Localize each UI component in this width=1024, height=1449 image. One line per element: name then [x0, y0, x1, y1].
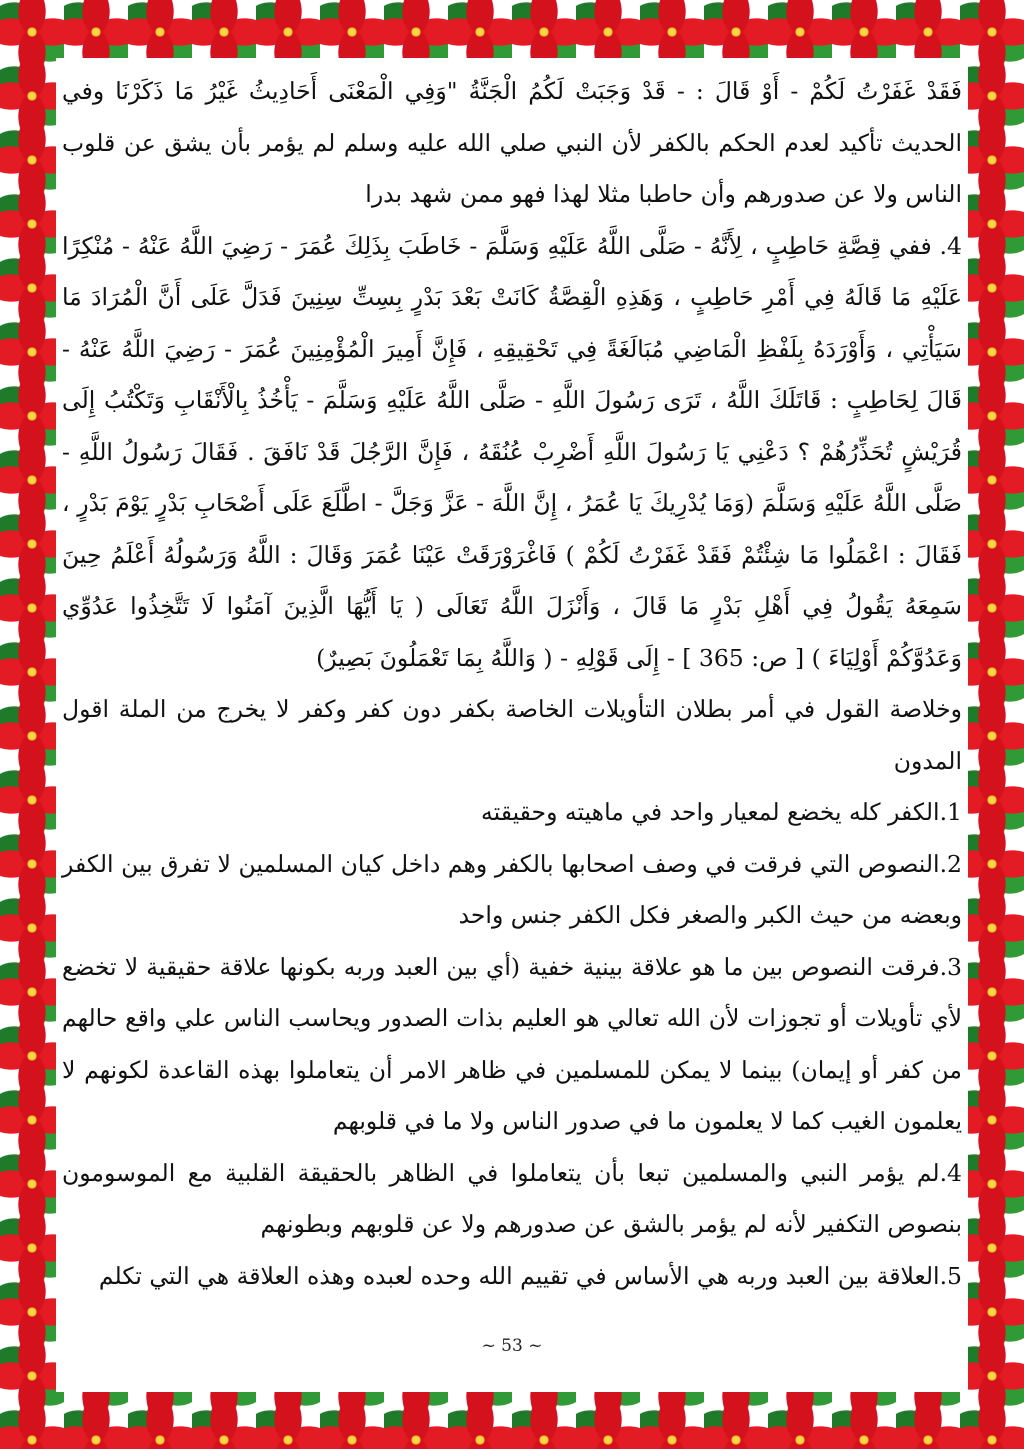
list-item-4: 4.لم يؤمر النبي والمسلمين تبعا بأن يتعاملوا في الظاهر بالحقيقة القلبية مع الموسومون بنصوص التكفير لأنه لم يؤمر بالشق عن صدورهم ولا عن قلوبهم وبطونهم: [62, 1158, 962, 1238]
list-item-1: 1.الكفر كله يخضع لمعيار واحد في ماهيته وحقيقته: [481, 798, 962, 826]
page-number: ~ 53 ~: [481, 1336, 543, 1356]
page-body: [58, 60, 966, 1390]
list-item-5: 5.العلاقة بين العبد وربه هي الأساس في تقييم الله وحده لعبده وهذه العلاقة هي التي تكلم: [98, 1261, 962, 1290]
list-item-2: 2.النصوص التي فرقت في وصف اصحابها بالكفر وهم داخل كيان المسلمين لا تفرق بين الكفر وبعضه من حيث الكبر والصغر فكل الكفر جنس واحد: [62, 849, 962, 929]
list-item-3: 3.فرقت النصوص بين ما هو علاقة بينية خفية (أي بين العبد وربه بكونها علاقة حقيقية لا تخضع لأي تأويلات أو تجوزات لأن الله تعالي هو العليم بذات الصدور ويحاسب الناس علي واقع حالهم من كفر أو إيمان) بينما لا يمكن للمسلمين في ظاهر الامر أن يتعاملوا بهذه القاعدة لكونهم لا يعلمون الغيب كما لا يعلمون ما في صدور الناس ولا ما في قلوبهم: [62, 952, 962, 1135]
paragraph-2: 4. ففي قِصَّةِ حَاطِبٍ ، لِأَنَّهُ - صَلَّى اللَّهُ عَلَيْهِ وَسَلَّمَ - خَاطَبَ بِذَلِكَ عُمَرَ - رَضِيَ اللَّهُ عَنْهُ - مُنْكِرًا عَلَيْهِ مَا قَالَهُ فِي أَمْرِ حَاطِبٍ ، وَهَذِهِ الْقِصَّةُ كَانَتْ بَعْدَ بَدْرٍ بِسِتِّ سِنِينَ فَدَلَّ عَلَى أَنَّ الْمُرَادَ مَا سَيَأْتِي ، وَأَوْرَدَهُ بِلَفْظِ الْمَاضِي مُبَالَغَةً فِي تَحْقِيقِهِ ، فَإِنَّ أَمِيرَ الْمُؤْمِنِينَ عُمَرَ - رَضِيَ اللَّهُ عَنْهُ - قَالَ لِحَاطِبٍ : قَاتَلَكَ اللَّهُ ، تَرَى رَسُولَ اللَّهِ - صَلَّى اللَّهُ عَلَيْهِ وَسَلَّمَ - يَأْخُذُ بِالْأَنْقَابِ وَتَكْتُبُ إِلَى قُرَيْشٍ تُحَذِّرُهُمْ ؟ دَعْنِي يَا رَسُولَ اللَّهِ أَضْرِبْ عُنُقَهُ ، فَإِنَّ الرَّجُلَ قَدْ نَافَقَ . فَقَالَ رَسُولُ اللَّهِ - صَلَّى اللَّهُ عَلَيْهِ وَسَلَّمَ (وَمَا يُدْرِيكَ يَا عُمَرُ ، إِنَّ اللَّهَ - عَزَّ وَجَلَّ - اطَّلَعَ عَلَى أَصْحَابِ بَدْرٍ يَوْمَ بَدْرٍ ، فَقَالَ : اعْمَلُوا مَا شِئْتُمْ فَقَدْ غَفَرْتُ لَكُمْ ) فَاغْرَوْرَقَتْ عَيْنَا عُمَرَ وَقَالَ : اللَّهُ وَرَسُولُهُ أَعْلَمُ حِينَ سَمِعَهُ يَقُولُ فِي أَهْلِ بَدْرٍ مَا قَالَ ، وَأَنْزَلَ اللَّهُ تَعَالَى ( يَا أَيُّهَا الَّذِينَ آمَنُوا لَا تَتَّخِذُوا عَدُوِّي وَعَدُوَّكُمْ أَوْلِيَاءَ ) [ ص: 365 ] - إِلَى قَوْلِهِ - ( وَاللَّهُ بِمَا تَعْمَلُونَ بَصِيرٌ): [62, 231, 962, 672]
paragraph-3: وخلاصة القول في أمر بطلان التأويلات الخاصة بكفر دون كفر وكفر لا يخرج من الملة اقول المدون: [62, 695, 962, 775]
text-content: [62, 66, 962, 1302]
paragraph-1: فَقَدْ غَفَرْتُ لَكُمْ - أَوْ قَالَ : - قَدْ وَجَبَتْ لَكُمُ الْجَنَّةُ "وَفِي الْمَعْنَى أَحَادِيثُ غَيْرُ مَا ذَكَرْنَا وفي الحديث تأكيد لعدم الحكم بالكفر لأن النبي صلي الله عليه وسلم لم يؤمر بأن يشق عن قلوب الناس ولا عن صدورهم وأن حاطبا مثلا لهذا فهو ممن شهد بدرا: [62, 77, 962, 208]
